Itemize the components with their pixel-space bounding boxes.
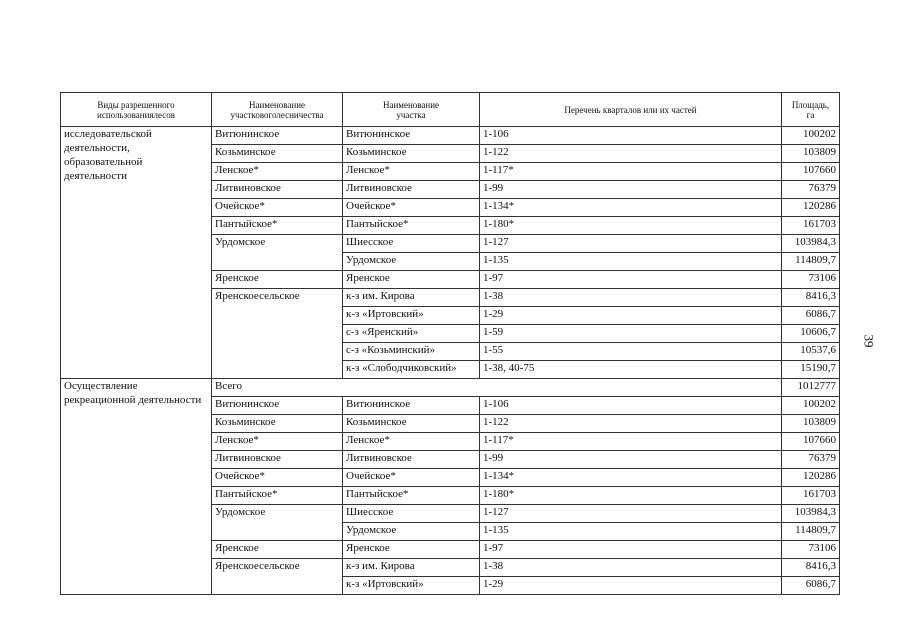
activity-type-cell: Осуществление рекреационной деятельности — [61, 379, 212, 595]
district-cell: Козьминское — [212, 145, 343, 163]
district-cell: Яренскоесельское — [212, 289, 343, 379]
area-cell: к-з «Иртовский» — [343, 307, 480, 325]
area-cell: Пантыйское* — [343, 217, 480, 235]
area-cell: с-з «Яренский» — [343, 325, 480, 343]
quarters-cell: 1-180* — [480, 487, 782, 505]
quarters-cell: 1-135 — [480, 523, 782, 541]
table-body — [61, 127, 840, 595]
district-cell: Очейское* — [212, 199, 343, 217]
area-cell: Яренское — [343, 541, 480, 559]
district-cell: Пантыйское* — [212, 487, 343, 505]
area-cell: Шиесское — [343, 235, 480, 253]
area-cell: Козьминское — [343, 145, 480, 163]
district-cell: Яренскоесельское — [212, 559, 343, 595]
area-size-cell: 114809,7 — [782, 253, 840, 271]
district-cell: Пантыйское* — [212, 217, 343, 235]
area-size-cell: 8416,3 — [782, 289, 840, 307]
header-area-size: Площадь, га — [782, 93, 840, 127]
quarters-cell: 1-122 — [480, 415, 782, 433]
total-row — [61, 379, 840, 397]
quarters-cell: 1-38 — [480, 289, 782, 307]
district-cell: Яренское — [212, 541, 343, 559]
quarters-cell: 1-134* — [480, 469, 782, 487]
area-size-cell: 161703 — [782, 217, 840, 235]
table-row — [61, 127, 840, 145]
area-size-cell: 10537,6 — [782, 343, 840, 361]
quarters-cell: 1-106 — [480, 127, 782, 145]
quarters-cell: 1-97 — [480, 271, 782, 289]
area-size-cell: 103984,3 — [782, 505, 840, 523]
district-cell: Витюнинское — [212, 127, 343, 145]
quarters-cell: 1-127 — [480, 235, 782, 253]
area-cell: Ленское* — [343, 163, 480, 181]
area-size-cell: 114809,7 — [782, 523, 840, 541]
quarters-cell: 1-106 — [480, 397, 782, 415]
quarters-cell: 1-29 — [480, 577, 782, 595]
area-size-cell: 107660 — [782, 163, 840, 181]
page-number: 39 — [861, 334, 877, 348]
district-cell: Урдомское — [212, 235, 343, 271]
quarters-cell: 1-99 — [480, 181, 782, 199]
area-size-cell: 103984,3 — [782, 235, 840, 253]
area-cell: Витюнинское — [343, 127, 480, 145]
area-size-cell: 76379 — [782, 181, 840, 199]
district-cell: Витюнинское — [212, 397, 343, 415]
area-cell: Урдомское — [343, 523, 480, 541]
area-size-cell: 107660 — [782, 433, 840, 451]
area-size-cell: 100202 — [782, 397, 840, 415]
header-quarters-list: Перечень кварталов или их частей — [480, 93, 782, 127]
area-cell: Пантыйское* — [343, 487, 480, 505]
table-header — [61, 93, 840, 127]
area-cell: Урдомское — [343, 253, 480, 271]
quarters-cell: 1-38, 40-75 — [480, 361, 782, 379]
area-size-cell: 76379 — [782, 451, 840, 469]
district-cell: Ленское* — [212, 163, 343, 181]
area-size-cell: 103809 — [782, 145, 840, 163]
quarters-cell: 1-127 — [480, 505, 782, 523]
district-cell: Литвиновское — [212, 181, 343, 199]
quarters-cell: 1-122 — [480, 145, 782, 163]
area-cell: Литвиновское — [343, 451, 480, 469]
forest-use-table — [60, 92, 840, 595]
header-activity-type: Виды разрешенного использованиялесов — [61, 93, 212, 127]
district-cell: Яренское — [212, 271, 343, 289]
district-cell: Урдомское — [212, 505, 343, 541]
area-cell: Шиесское — [343, 505, 480, 523]
area-cell: Очейское* — [343, 199, 480, 217]
area-size-cell: 73106 — [782, 541, 840, 559]
area-size-cell: 100202 — [782, 127, 840, 145]
area-cell: Литвиновское — [343, 181, 480, 199]
quarters-cell: 1-59 — [480, 325, 782, 343]
area-size-cell: 103809 — [782, 415, 840, 433]
area-cell: Очейское* — [343, 469, 480, 487]
area-size-cell: 8416,3 — [782, 559, 840, 577]
quarters-cell: 1-55 — [480, 343, 782, 361]
area-cell: Витюнинское — [343, 397, 480, 415]
area-size-cell: 161703 — [782, 487, 840, 505]
quarters-cell: 1-97 — [480, 541, 782, 559]
quarters-cell: 1-180* — [480, 217, 782, 235]
quarters-cell: 1-38 — [480, 559, 782, 577]
quarters-cell: 1-29 — [480, 307, 782, 325]
activity-type-cell: исследовательской деятельности, образовательной деятельности — [61, 127, 212, 379]
area-cell: Козьминское — [343, 415, 480, 433]
area-size-cell: 6086,7 — [782, 577, 840, 595]
area-cell: к-з им. Кирова — [343, 559, 480, 577]
district-cell: Литвиновское — [212, 451, 343, 469]
district-cell: Ленское* — [212, 433, 343, 451]
quarters-cell: 1-99 — [480, 451, 782, 469]
quarters-cell: 1-135 — [480, 253, 782, 271]
quarters-cell: 1-117* — [480, 163, 782, 181]
quarters-cell: 1-117* — [480, 433, 782, 451]
area-cell: к-з «Слободчиковский» — [343, 361, 480, 379]
area-size-cell: 10606,7 — [782, 325, 840, 343]
total-value-cell: 1012777 — [782, 379, 840, 397]
area-cell: к-з «Иртовский» — [343, 577, 480, 595]
area-cell: Ленское* — [343, 433, 480, 451]
area-size-cell: 120286 — [782, 199, 840, 217]
area-size-cell: 120286 — [782, 469, 840, 487]
header-district-name: Наименование участковоголесничества — [212, 93, 343, 127]
area-cell: Яренское — [343, 271, 480, 289]
area-cell: к-з им. Кирова — [343, 289, 480, 307]
district-cell: Козьминское — [212, 415, 343, 433]
district-cell: Очейское* — [212, 469, 343, 487]
area-size-cell: 6086,7 — [782, 307, 840, 325]
total-label-cell: Всего — [212, 379, 782, 397]
quarters-cell: 1-134* — [480, 199, 782, 217]
area-cell: с-з «Козьминский» — [343, 343, 480, 361]
header-area-name: Наименование участка — [343, 93, 480, 127]
area-size-cell: 15190,7 — [782, 361, 840, 379]
area-size-cell: 73106 — [782, 271, 840, 289]
